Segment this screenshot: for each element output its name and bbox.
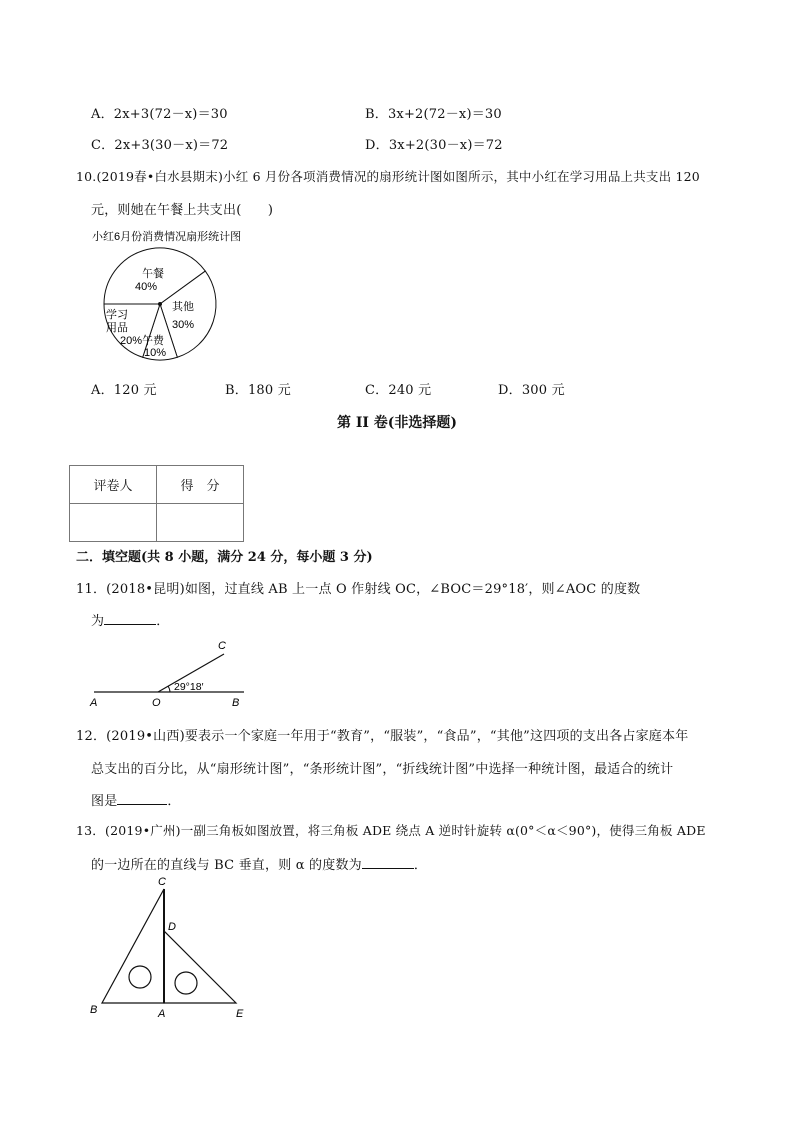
label-c: C — [158, 876, 166, 888]
q9-option-a: A．2x+3(72－x)＝30 — [91, 107, 228, 122]
pie-chart — [90, 226, 270, 366]
q13-text-line1: 13．(2019•广州)一副三角板如图放置，将三角板 ADE 绕点 A 逆时针旋转 α(0°＜α＜90°)，使得三角板 ADE — [76, 823, 706, 838]
angle-arc — [168, 686, 170, 692]
slice-value-fee: 10% — [144, 347, 167, 359]
q11-answer-blank — [104, 612, 156, 625]
q10-option-d: D．300 元 — [498, 383, 565, 398]
score-table — [69, 465, 244, 542]
q10-option-b: B．180 元 — [225, 383, 291, 398]
section-heading: 二．填空题(共 8 小题，满分 24 分，每小题 3 分) — [76, 550, 373, 565]
table-cell-score — [157, 504, 244, 542]
label-a: A — [90, 697, 98, 709]
q13-suffix: ． — [413, 858, 428, 873]
slice-label-lunch: 午餐 — [142, 268, 164, 280]
q12-prefix: 图是 — [91, 794, 118, 809]
table-cell-grader — [70, 504, 157, 542]
q9-option-d: D．3x+2(30－x)＝72 — [365, 138, 503, 153]
slice-label-study-2: 用品 — [106, 322, 128, 334]
q12-text-line1: 12．(2019•山西)要表示一个家庭一年用于“教育”，“服装”，“食品”，“其他”这四项的支出各占家庭本年 — [76, 729, 689, 744]
angle-label: 29°18′ — [174, 681, 204, 693]
slice-label-study-1: 学习 — [106, 309, 128, 321]
q11-prefix: 为 — [91, 614, 105, 629]
q13-answer-blank — [362, 856, 414, 869]
part2-title: 第 II 卷(非选择题) — [336, 415, 458, 431]
slice-label-other: 其他 — [172, 301, 194, 313]
label-o: O — [152, 697, 161, 709]
q12-text-line2: 总支出的百分比，从“扇形统计图”，“条形统计图”，“折线统计图”中选择一种统计图，最适合的统计 — [91, 762, 674, 777]
q13-text-line2 — [91, 854, 427, 873]
pie-center-dot — [158, 302, 162, 306]
label-b: B — [232, 697, 240, 709]
q9-option-b: B．3x+2(72－x)＝30 — [365, 107, 502, 122]
slice-value-other: 30% — [172, 319, 195, 331]
q11-suffix: ． — [156, 614, 170, 629]
q13-figure — [86, 875, 256, 1025]
label-d: D — [168, 921, 176, 933]
slice-value-study: 20% — [120, 335, 143, 347]
q10-option-a: A．120 元 — [91, 383, 157, 398]
q11-text-line1: 11．(2018•昆明)如图，过直线 AB 上一点 O 作射线 OC，∠BOC＝29°18′，则∠AOC 的度数 — [76, 582, 641, 597]
q10-text-line2: 元，则她在午餐上共支出( ) — [91, 203, 274, 218]
triangle-ade — [164, 931, 236, 1003]
chart-title: 小红6月份消费情况扇形统计图 — [92, 231, 242, 243]
q12-text-line3 — [91, 790, 181, 809]
label-a: A — [158, 1008, 166, 1020]
q10-option-c: C．240 元 — [365, 383, 432, 398]
q11-figure — [86, 634, 256, 710]
slice-label-fee: 午费 — [142, 335, 164, 347]
triangle-hole-left — [129, 966, 151, 988]
slice-value-lunch: 40% — [135, 281, 158, 293]
q11-text-line2 — [91, 610, 169, 629]
q13-prefix: 的一边所在的直线与 BC 垂直，则 α 的度数为 — [91, 858, 362, 873]
q10-text-line1: 10.(2019春•白水县期末)小红 6 月份各项消费情况的扇形统计图如图所示，其中小红在学习用品上共支出 120 — [76, 169, 700, 184]
label-c: C — [218, 640, 226, 652]
q12-answer-blank — [117, 792, 167, 805]
table-header-grader: 评卷人 — [70, 466, 157, 504]
q9-option-c: C．2x+3(30－x)＝72 — [91, 138, 229, 153]
triangle-hole-right — [175, 972, 197, 994]
label-e: E — [236, 1008, 244, 1020]
label-b: B — [90, 1004, 98, 1016]
table-header-score: 得 分 — [157, 466, 244, 504]
q12-suffix: ． — [167, 794, 181, 809]
